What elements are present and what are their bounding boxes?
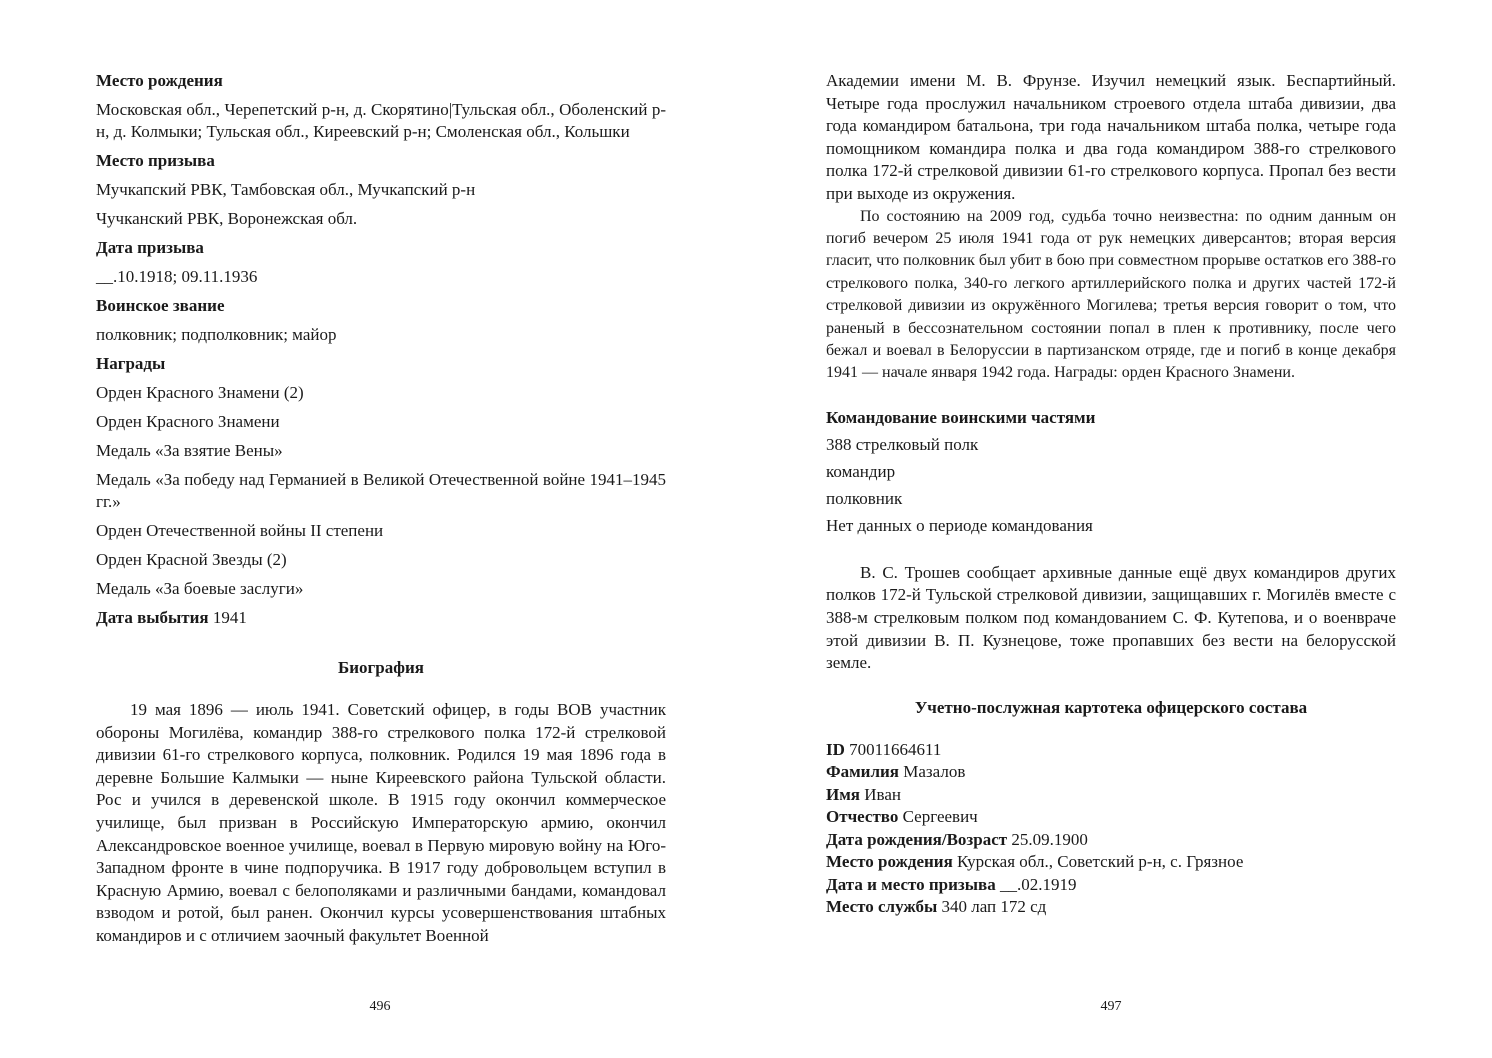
fate-text: По состоянию на 2009 год, судьба точно неизвестна: по одним данным он погиб вечером 25 июля 1941 года от рук немецких диверсантов; вторая версия гласит, что полковник был убит в бою при совместном прорыве остатков его 388-го стрелкового полка, 340-го легкого артиллерийского полка и других частей 172-й стрелковой дивизии из окружённого Могилева; третья версия говорит о том, что раненый в бессознательном состоянии попал в плен к противнику, после чего бежал и воевал в Белоруссии в партизанском отряде, где и погиб в конце декабря 1941 — начале января 1942 года. Награды: орден Красного Знамени. xyxy=(826,207,1396,382)
departure-label: Дата выбытия xyxy=(96,608,209,627)
award-item: Орден Отечественной войны II степени xyxy=(96,521,384,540)
command-period: Нет данных о периоде командования xyxy=(826,515,1093,535)
card-value: Курская обл., Советский р-н, с. Грязное xyxy=(957,852,1244,872)
card-value: __.02.1919 xyxy=(999,874,1077,894)
card-row-surname xyxy=(826,761,1396,784)
departure-value: 1941 xyxy=(212,608,247,627)
card-label: Фамилия xyxy=(826,762,900,782)
card-label: ID xyxy=(826,739,845,759)
card-label: Место службы xyxy=(826,897,938,917)
card-value: 70011664611 xyxy=(849,739,942,759)
command-rank: полковник xyxy=(826,488,903,508)
card-row-id xyxy=(826,739,1396,762)
draft-place-value-2: Чучканский РВК, Воронежская обл. xyxy=(96,209,358,228)
card-label: Имя xyxy=(826,784,860,804)
command-position: командир xyxy=(826,461,896,481)
birth-place-value: Московская обл., Черепетский р-н, д. Скорятино|Тульская обл., Оболенский р-н, д. Колмыки; Тульская обл., Киреевский р-н; Смоленская обл., Кольшки xyxy=(96,100,666,141)
card-row-birthplace xyxy=(826,851,1396,874)
command-label: Командование воинскими частями xyxy=(826,407,1096,427)
right-column xyxy=(826,70,1396,919)
draft-place-label: Место призыва xyxy=(96,151,215,170)
award-item: Орден Красного Знамени (2) xyxy=(96,383,304,402)
award-item: Медаль «За победу над Германией в Великой Отечественной войне 1941–1945 гг.» xyxy=(96,470,666,511)
page-number-right: 497 xyxy=(1100,999,1122,1014)
card-value: Мазалов xyxy=(903,762,966,782)
card-label: Дата рождения/Возраст xyxy=(826,829,1008,849)
award-item: Медаль «За взятие Вены» xyxy=(96,441,283,460)
left-column xyxy=(96,70,666,948)
card-row-name xyxy=(826,784,1396,807)
biography-text: 19 мая 1896 — июль 1941. Советский офицер, в годы ВОВ участник обороны Могилёва, командир 388-го стрелкового полка 172-й стрелковой дивизии 61-го стрелкового корпуса, полковник. Родился 19 мая 1896 года в деревне Большие Калмыки — ныне Киреевского района Тульской области. Рос и учился в деревенской школе. В 1915 году окончил коммерческое училище, был призван в Российскую Императорскую армию, окончил Александровское военное училище, воевал в Первую мировую войну на Юго-Западном фронте в чине подпоручика. В 1917 году добровольцем вступил в Красную Армию, воевал с белополяками и различными бандами, командовал взводом и ротой, был ранен. Окончил курсы усовершенствования штабных командиров и с отличием заочный факультет Военной xyxy=(96,700,666,945)
award-item: Медаль «За боевые заслуги» xyxy=(96,579,304,598)
card-value: Сергеевич xyxy=(902,807,978,827)
card-title: Учетно-послужная картотека офицерского состава xyxy=(914,697,1308,717)
card-row-service xyxy=(826,896,1396,919)
birth-place-label: Место рождения xyxy=(96,71,223,90)
card-row-birthdate xyxy=(826,829,1396,852)
biography-continued: Академии имени М. В. Фрунзе. Изучил немецкий язык. Беспартийный. Четыре года прослужил начальником строевого отдела штаба дивизии, два года командиром батальона, три года начальником штаба полка, четыре года помощником командира полка и два года командиром 388-го стрелкового полка 172-й стрелковой дивизии 61-го стрелкового корпуса. Пропал без вести при выходе из окружения. xyxy=(826,71,1396,203)
biography-title: Биография xyxy=(338,658,424,677)
draft-place-value-1: Мучкапский РВК, Тамбовская обл., Мучкапский р-н xyxy=(96,180,476,199)
rank-label: Воинское звание xyxy=(96,296,225,315)
page-number-left: 496 xyxy=(369,999,391,1014)
card-row-draft xyxy=(826,874,1396,897)
card-value: 340 лап 172 сд xyxy=(941,897,1047,917)
card-label: Место рождения xyxy=(826,852,953,872)
right-page xyxy=(746,0,1492,1058)
departure-row xyxy=(96,607,666,629)
award-item: Орден Красной Звезды (2) xyxy=(96,550,287,569)
card-label: Отчество xyxy=(826,807,899,827)
award-item: Орден Красного Знамени xyxy=(96,412,280,431)
rank-value: полковник; подполковник; майор xyxy=(96,325,337,344)
draft-date-value: __.10.1918; 09.11.1936 xyxy=(96,267,258,286)
draft-date-label: Дата призыва xyxy=(96,238,204,257)
command-unit: 388 стрелковый полк xyxy=(826,434,979,454)
card-value: 25.09.1900 xyxy=(1011,829,1088,849)
troshev-text: В. С. Трошев сообщает архивные данные ещё двух командиров других полков 172-й Тульской стрелковой дивизии, защищавших г. Могилёв вместе с 388-м стрелковым полком под командованием С. Ф. Кутепова, и о военвраче этой дивизии В. П. Кузнецове, тоже пропавших без вести на белорусской земле. xyxy=(826,562,1396,673)
card-value: Иван xyxy=(864,784,901,804)
card-row-patronymic xyxy=(826,806,1396,829)
awards-label: Награды xyxy=(96,354,166,373)
card-list xyxy=(826,739,1396,919)
card-label: Дата и место призыва xyxy=(826,874,996,894)
